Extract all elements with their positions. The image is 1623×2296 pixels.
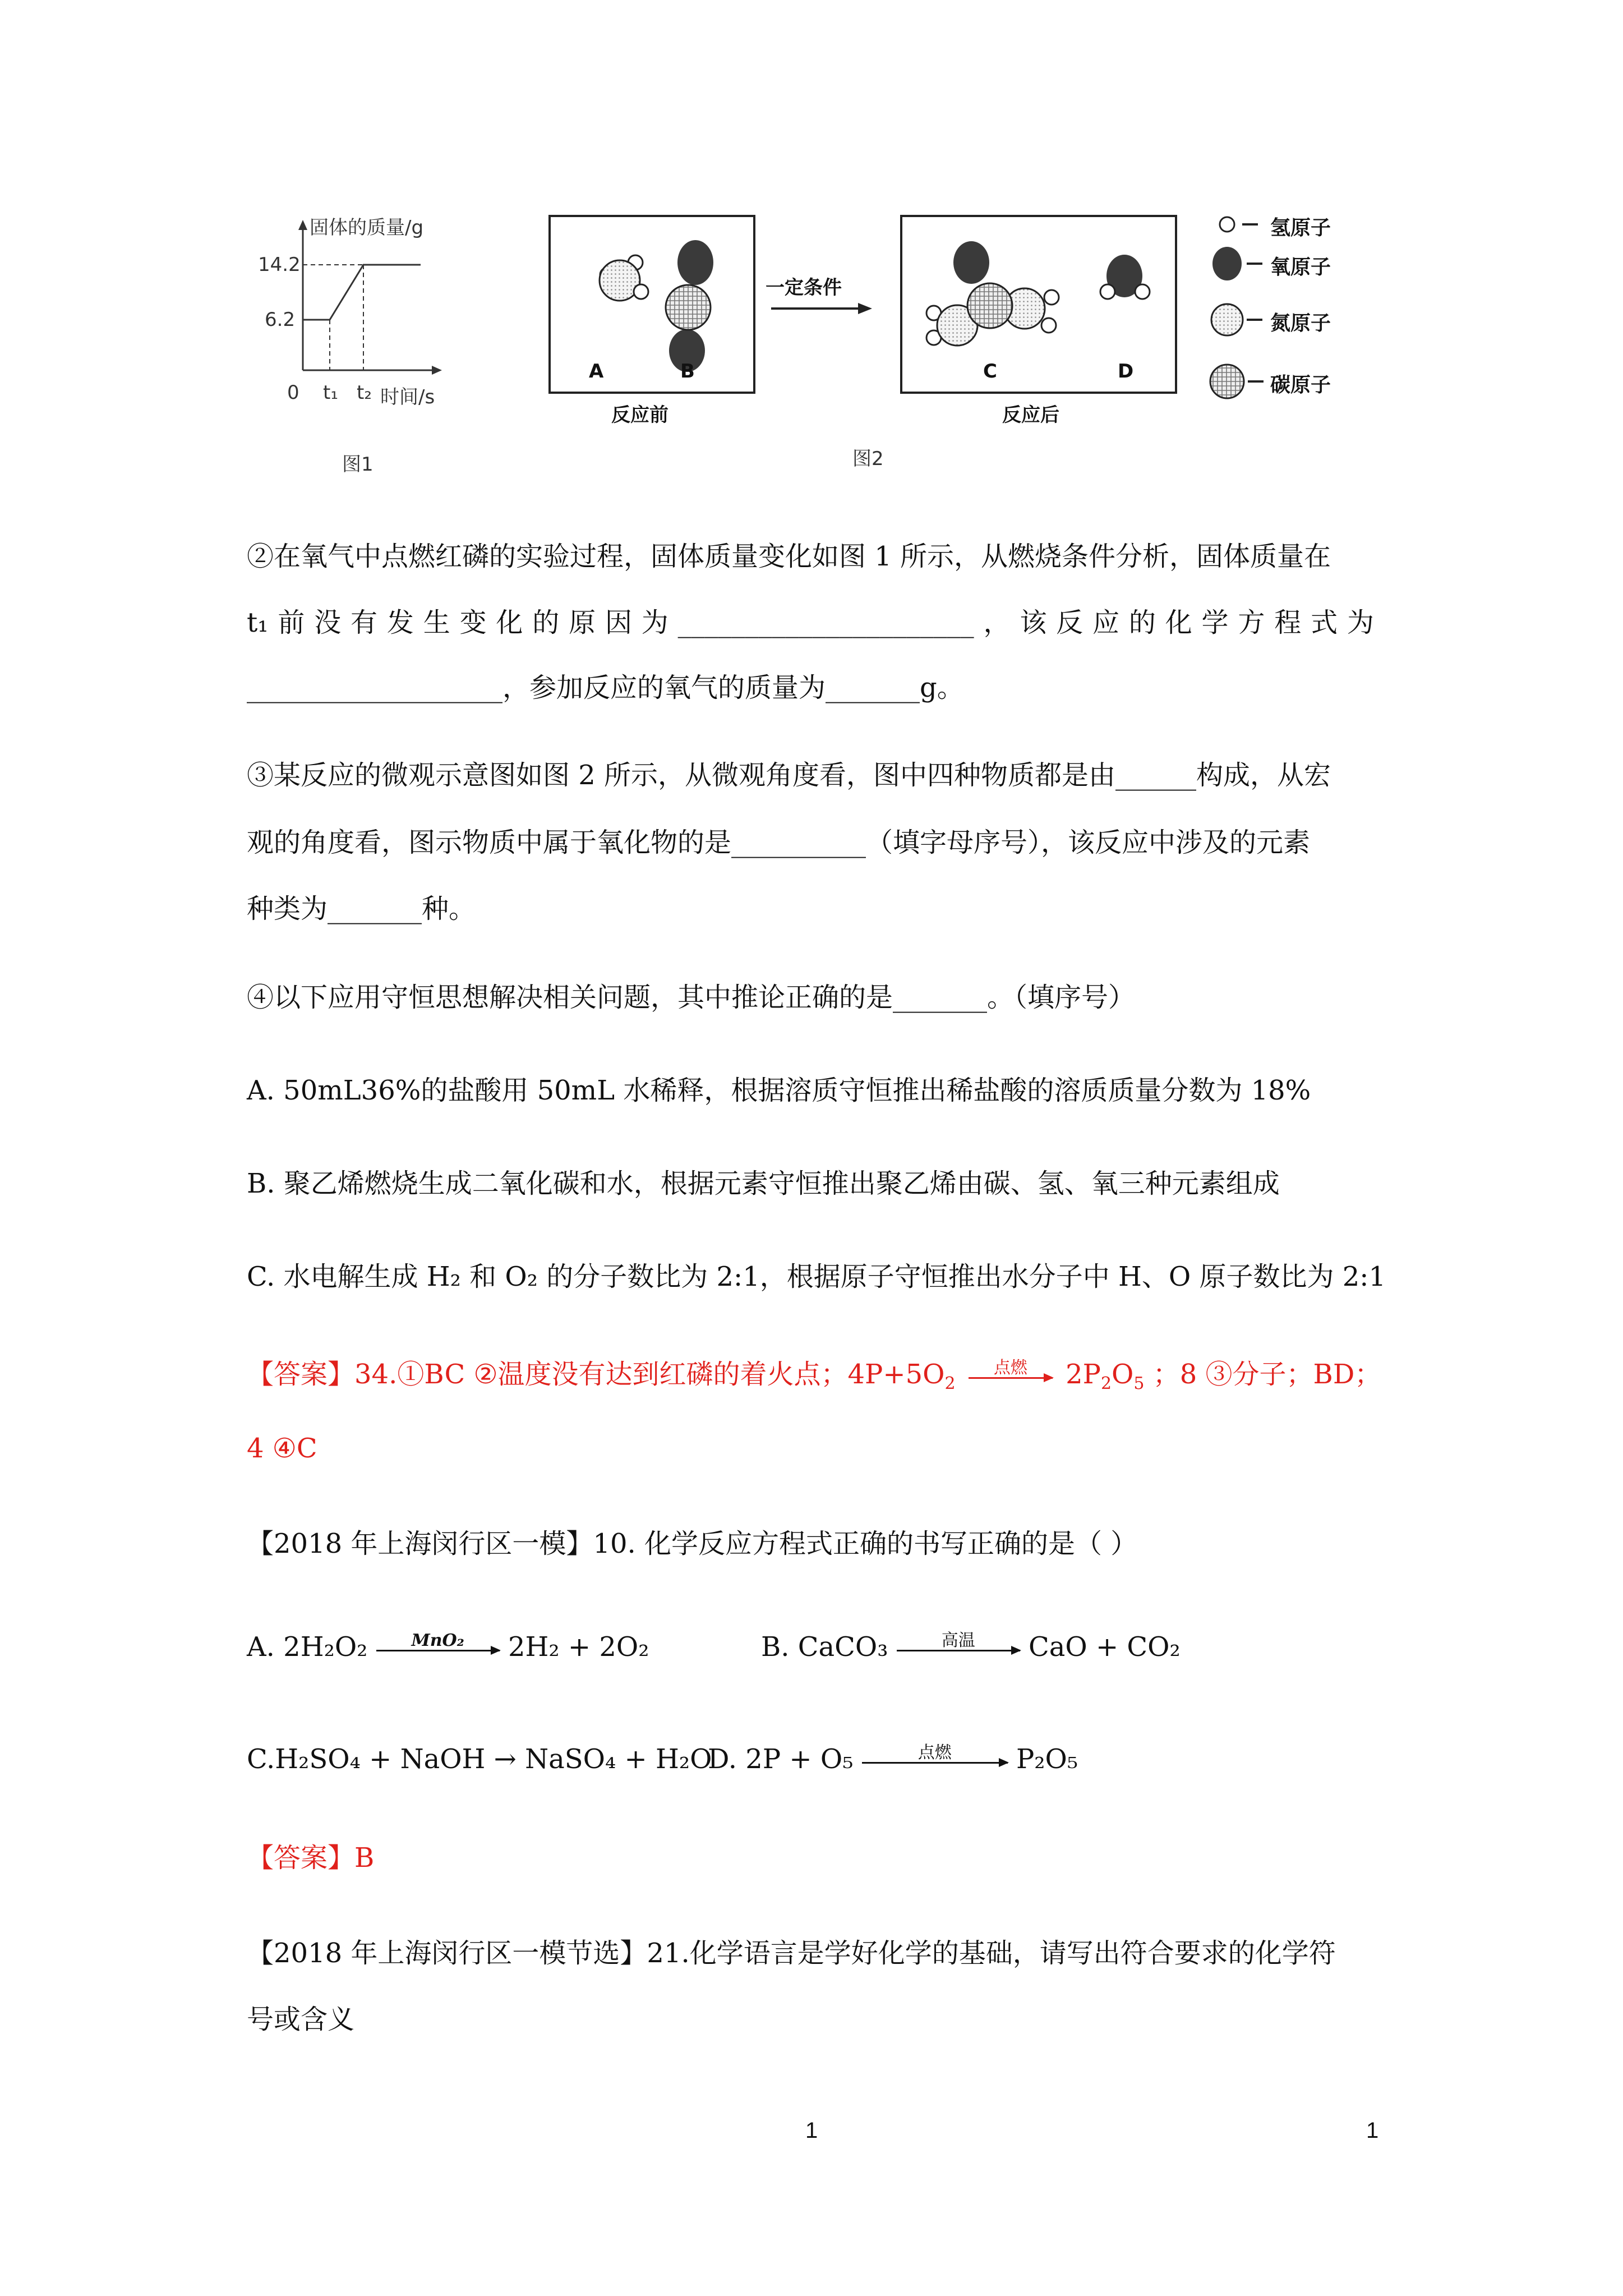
legend-nitrogen: 氮原子: [1270, 312, 1331, 335]
answer-10: 【答案】B: [247, 1842, 375, 1874]
q10-option-b: [761, 1630, 1181, 1664]
q2-line2-token: 没: [314, 607, 342, 638]
fig1-xlabel: 时间/s: [380, 386, 435, 408]
answer-34-line2: 4 ④C: [247, 1433, 317, 1464]
answer-34-line1: [247, 1358, 1381, 1401]
legend-oxygen-symbol: [1212, 247, 1262, 280]
q10-option-d: [708, 1742, 1078, 1776]
q2-line2-token: 式: [1311, 607, 1338, 638]
q2-line2-token: 发: [386, 607, 414, 638]
q21-line2: 号或含义: [247, 2004, 355, 2035]
mass-curve: [303, 265, 421, 320]
q2-line1: ②在氧气中点燃红磷的实验过程，固体质量变化如图 1 所示，从燃烧条件分析，固体质量在: [247, 541, 1331, 572]
q2-line2-token: 学: [1201, 607, 1229, 638]
q2-line2-token: 前: [278, 607, 305, 638]
q2-line2-token: 生: [423, 607, 450, 638]
q10-a-arrow: [376, 1631, 500, 1651]
after-label: 反应后: [1002, 404, 1059, 426]
q10-d-product: P₂O₅: [1016, 1743, 1078, 1775]
answer-34-condition: 点燃: [993, 1358, 1027, 1378]
q10-b-condition: 高温: [941, 1631, 975, 1650]
q10-b-reactant: B. CaCO₃: [761, 1631, 888, 1663]
y-axis-arrow: [298, 220, 307, 230]
fig2-caption: 图2: [852, 448, 884, 470]
answer-34-sub3: 5: [1133, 1374, 1145, 1393]
molecule-d: [1100, 255, 1150, 299]
legend-oxygen: 氧原子: [1270, 256, 1331, 279]
answer-34-part4: ；8 ③分子；BD；: [1152, 1359, 1382, 1390]
q2-line2-token: 为: [641, 607, 668, 638]
answer-34-part2: 2P: [1066, 1359, 1101, 1390]
q2-line2-token: 化: [496, 607, 523, 638]
q10-a-products: 2H₂ + 2O₂: [508, 1631, 649, 1663]
q10-stem: 【2018 年上海闵行区一模】10. 化学反应方程式正确的书写正确的是（ ）: [247, 1528, 1138, 1559]
fig1-xtick-t2: t₂: [357, 381, 372, 404]
q2-line2-token: 该: [1020, 607, 1047, 638]
q2-line2-token: 因: [605, 607, 632, 638]
fig1-ytick-6-2: 6.2: [265, 309, 296, 331]
q10-d-condition: 点燃: [917, 1743, 952, 1763]
q2-line2: [247, 606, 1374, 639]
answer-34-sub1: 2: [944, 1374, 956, 1393]
figure-1: [247, 202, 516, 482]
q2-line2-token: 变: [459, 607, 487, 638]
condition-label: 一定条件: [766, 277, 842, 299]
q10-a-condition: MnO₂: [411, 1631, 464, 1650]
q2-line2-token: ______________________: [677, 607, 974, 638]
q2-line3: ___________________，参加反应的氧气的质量为_______g。: [247, 672, 964, 703]
fig1-origin: 0: [287, 381, 299, 404]
q3-line2: 观的角度看，图示物质中属于氧化物的是__________（填字母序号），该反应中涉及的元素: [247, 827, 1311, 858]
fig1-xtick-t1: t₁: [323, 381, 338, 404]
fig1-ytick-14-2: 14.2: [258, 254, 301, 276]
legend-nitrogen-symbol: [1211, 304, 1262, 335]
label-c: C: [983, 360, 997, 383]
molecule-c: [926, 241, 1059, 346]
answer-34-sub2: 2: [1100, 1374, 1112, 1393]
figure-2: [547, 213, 1399, 482]
q2-line2-token: 化: [1165, 607, 1192, 638]
x-axis-arrow: [432, 366, 442, 375]
q10-option-c: C.H₂SO₄ + NaOH → NaSO₄ + H₂O: [247, 1743, 712, 1775]
before-box: [550, 216, 754, 393]
label-d: D: [1118, 360, 1134, 383]
q2-line2-token: 原: [569, 607, 596, 638]
legend-hydrogen-symbol: [1220, 217, 1258, 232]
page-number-center: 1: [805, 2118, 818, 2143]
fig1-ylabel: 固体的质量/g: [310, 217, 424, 239]
answer-34-part3: O: [1112, 1359, 1134, 1390]
answer-34-arrow: [969, 1358, 1053, 1379]
q2-line2-token: 的: [1128, 607, 1156, 638]
q2-line2-token: 程: [1274, 607, 1302, 638]
molecule-b: [666, 240, 713, 372]
q2-line2-token: 为: [1347, 607, 1374, 638]
q4-option-a: A. 50mL36%的盐酸用 50mL 水稀释，根据溶质守恒推出稀盐酸的溶质质量分数为 18%: [247, 1075, 1311, 1106]
label-b: B: [680, 360, 695, 383]
legend-carbon: 碳原子: [1270, 374, 1331, 397]
q10-b-arrow: [897, 1631, 1020, 1651]
answer-34-part1: 【答案】34.①BC ②温度没有达到红磷的着火点；4P+5O: [247, 1359, 945, 1390]
q21-line1: 【2018 年上海闵行区一模节选】21.化学语言是学好化学的基础，请写出符合要求的化学符: [247, 1938, 1336, 1969]
molecule-a: [600, 255, 648, 301]
q3-line3: 种类为_______种。: [247, 893, 476, 924]
q10-option-a: [247, 1630, 649, 1664]
q4-option-b: B. 聚乙烯燃烧生成二氧化碳和水，根据元素守恒推出聚乙烯由碳、氢、氧三种元素组成: [247, 1168, 1280, 1199]
q2-line2-token: 应: [1092, 607, 1120, 638]
q2-line2-token: 反: [1056, 607, 1083, 638]
q2-line2-token: 方: [1238, 607, 1265, 638]
q2-line2-token: t₁: [247, 607, 269, 638]
label-a: A: [589, 360, 604, 383]
q2-line2-token: ，: [983, 607, 1011, 638]
fig1-caption: 图1: [342, 453, 374, 476]
before-label: 反应前: [611, 404, 668, 426]
q3-line1: ③某反应的微观示意图如图 2 所示，从微观角度看，图中四种物质都是由______构成，从宏: [247, 760, 1331, 791]
q10-d-reactant: D. 2P + O₅: [708, 1743, 854, 1775]
q2-line2-token: 的: [532, 607, 560, 638]
q10-b-products: CaO + CO₂: [1028, 1631, 1181, 1663]
q4-option-c: C. 水电解生成 H₂ 和 O₂ 的分子数比为 2:1，根据原子守恒推出水分子中 H、O 原子数比为 2:1: [247, 1261, 1386, 1292]
q10-d-arrow: [862, 1743, 1008, 1764]
q2-line2-token: 有: [351, 607, 378, 638]
q4-stem: ④以下应用守恒思想解决相关问题，其中推论正确的是_______。（填序号）: [247, 982, 1136, 1013]
legend-hydrogen: 氢原子: [1270, 217, 1331, 240]
q10-a-reactant: A. 2H₂O₂: [247, 1631, 368, 1663]
legend-carbon-symbol: [1210, 365, 1264, 398]
page-number-right: 1: [1366, 2118, 1379, 2143]
